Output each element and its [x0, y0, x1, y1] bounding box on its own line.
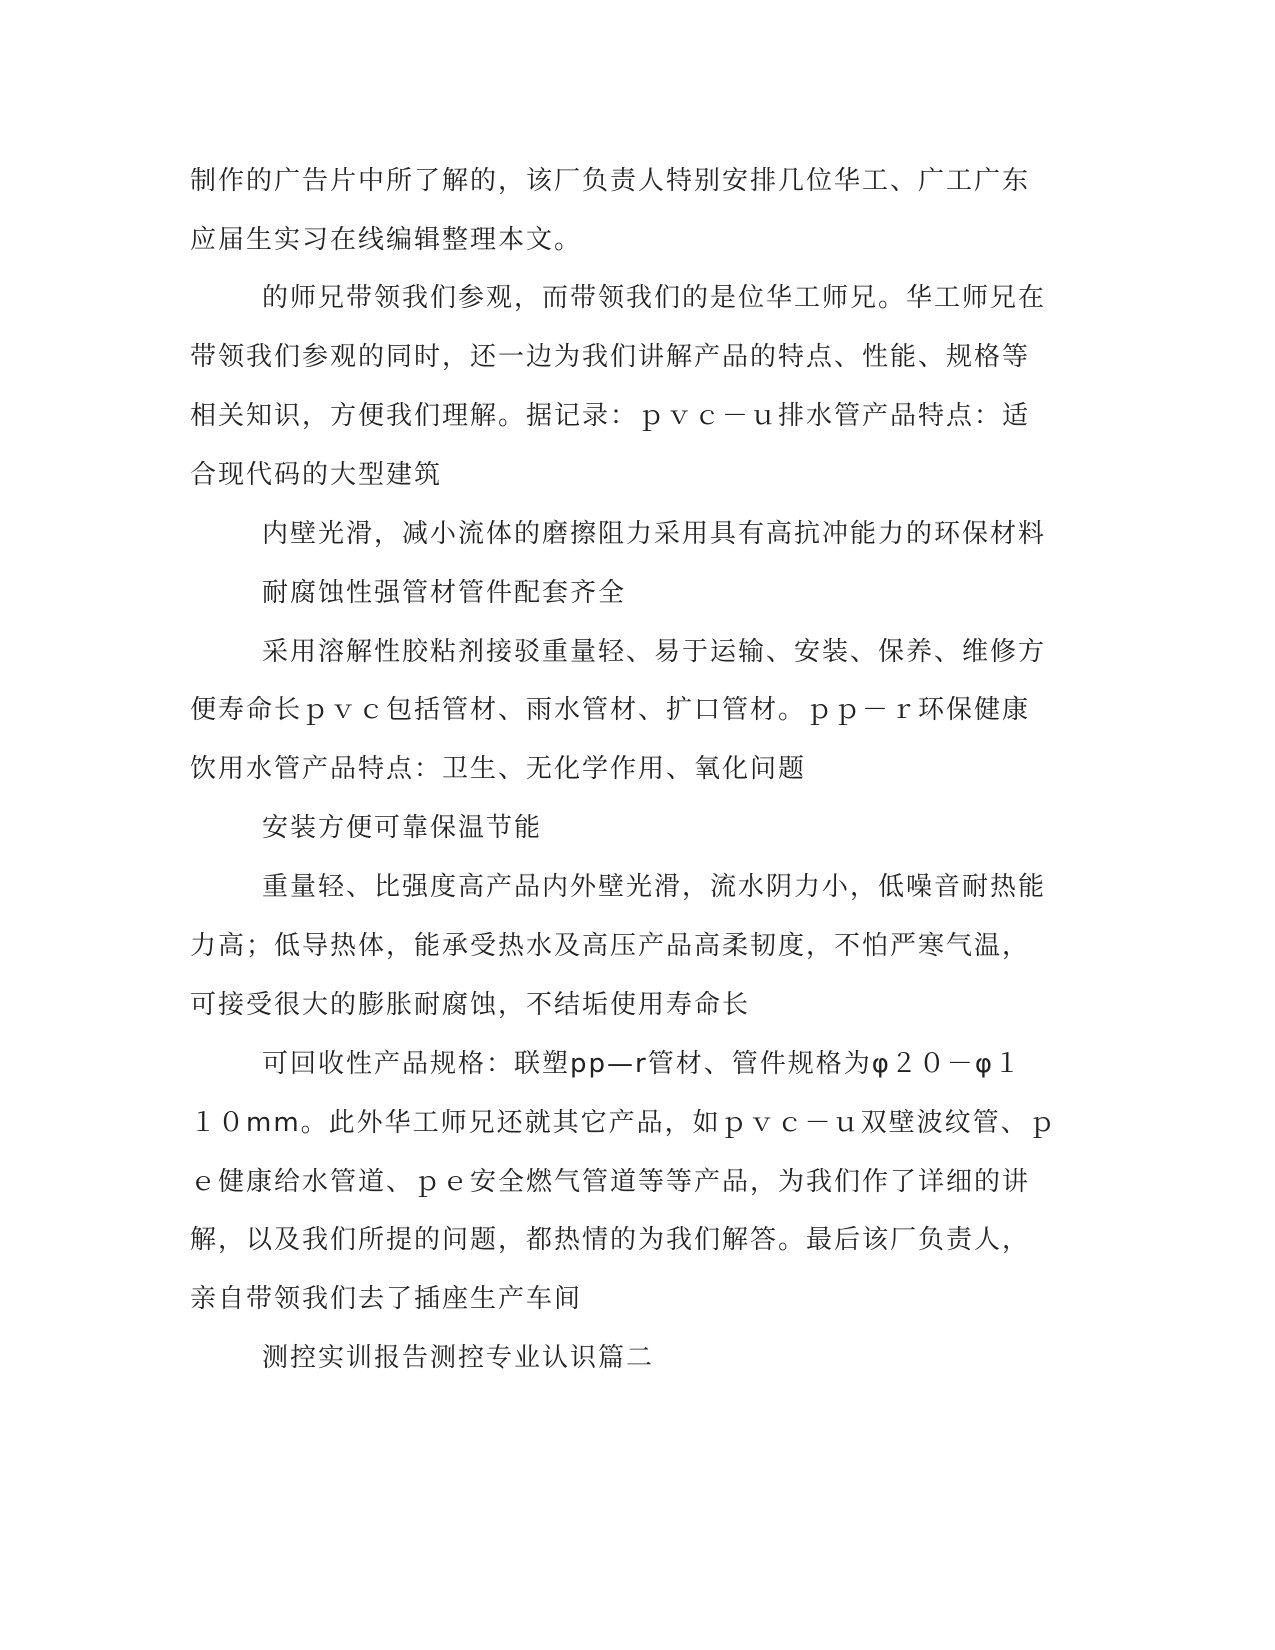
section-heading: 测控实训报告测控专业认识篇二	[262, 1343, 655, 1373]
text-line: 便寿命长ｐｖｃ包括管材、雨水管材、扩口管材。ｐｐ－ｒ环保健康	[190, 695, 1031, 725]
paragraph-start-line: 可回收性产品规格：联塑pp—r管材、管件规格为φ２０－φ１	[262, 1049, 1023, 1079]
text-line: 力高；低导热体，能承受热水及高压产品高柔韧度，不怕严寒气温，	[190, 931, 1031, 961]
text-line: 制作的广告片中所了解的，该厂负责人特别安排几位华工、广工广东	[190, 166, 1031, 196]
text-line: 可接受很大的膨胀耐腐蚀，不结垢使用寿命长	[190, 990, 751, 1020]
paragraph-start-line: 重量轻、比强度高产品内外壁光滑，流水阴力小，低噪音耐热能	[262, 872, 1047, 902]
text-line: 带领我们参观的同时，还一边为我们讲解产品的特点、性能、规格等	[190, 342, 1031, 372]
paragraph-start-line: 采用溶解性胶粘剂接驳重量轻、易于运输、安装、保养、维修方	[262, 637, 1047, 667]
paragraph-start-line: 安装方便可靠保温节能	[262, 813, 543, 843]
text-line: １０mm。此外华工师兄还就其它产品，如ｐｖｃ－ｕ双壁波纹管、ｐ	[190, 1108, 1057, 1138]
text-line: 解，以及我们所提的问题，都热情的为我们解答。最后该厂负责人，	[190, 1225, 1031, 1255]
text-line: 饮用水管产品特点：卫生、无化学作用、氧化问题	[190, 754, 807, 784]
text-line: 相关知识，方便我们理解。据记录：ｐｖｃ－ｕ排水管产品特点：适	[190, 401, 1031, 431]
paragraph-start-line: 内壁光滑，减小流体的磨擦阻力采用具有高抗冲能力的环保材料	[262, 519, 1047, 549]
paragraph-start-line: 耐腐蚀性强管材管件配套齐全	[262, 578, 627, 608]
text-line: 亲自带领我们去了插座生产车间	[190, 1284, 583, 1314]
text-line: ｅ健康给水管道、ｐｅ安全燃气管道等等产品，为我们作了详细的讲	[190, 1167, 1031, 1197]
text-line: 应届生实习在线编辑整理本文。	[190, 225, 583, 255]
text-line: 合现代码的大型建筑	[190, 460, 443, 490]
paragraph-start-line: 的师兄带领我们参观，而带领我们的是位华工师兄。华工师兄在	[262, 283, 1047, 313]
